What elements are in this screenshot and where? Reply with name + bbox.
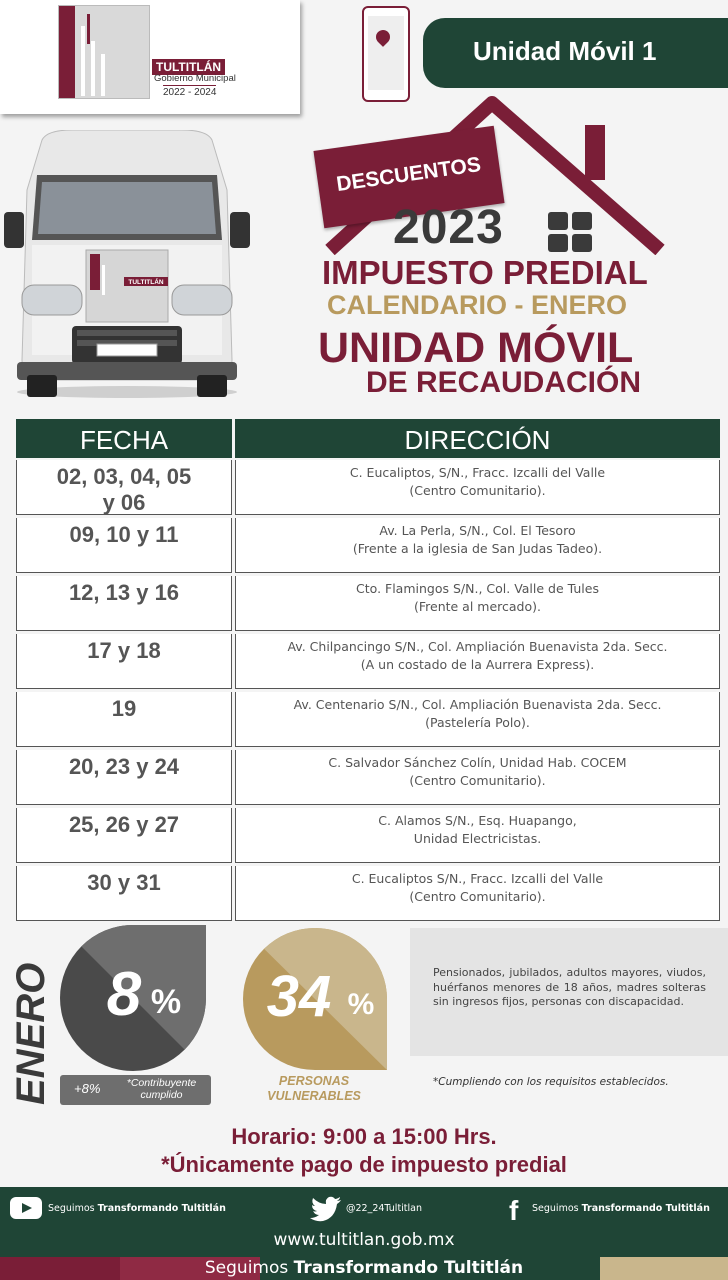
- table-row-address: [235, 808, 720, 863]
- logo-card: [0, 0, 300, 114]
- table-row-date: [16, 634, 232, 689]
- table-row-date: [16, 808, 232, 863]
- youtube-link[interactable]: Seguimos Transformando Tultitlán: [48, 1203, 226, 1214]
- table-row-address: [235, 518, 720, 573]
- mobile-unit-title: UNIDAD MÓVIL: [318, 324, 634, 372]
- table-row-date: [16, 518, 232, 573]
- unit-label: Unidad Móvil 1: [423, 18, 728, 88]
- table-header-date: FECHA: [16, 419, 232, 458]
- table-row-date: [16, 750, 232, 805]
- website-link[interactable]: www.tultitlan.gob.mx: [273, 1230, 455, 1250]
- date-line: 20, 23 y 24: [68, 754, 180, 779]
- vulnerable-discount-unit: %: [347, 988, 375, 1021]
- address-line: Av. Centenario S/N., Col. Ampliación Buenavista 2da. Secc.: [293, 697, 662, 712]
- address-line: Av. Chilpancingo S/N., Col. Ampliación Buenavista 2da. Secc.: [287, 639, 668, 654]
- requirement-note: *Cumpliendo con los requisitos establecidos.: [433, 1076, 669, 1088]
- twitter-icon[interactable]: [310, 1196, 342, 1224]
- government-label: Gobierno Municipal: [154, 73, 236, 84]
- brand-name: TULTITLÁN: [152, 59, 225, 75]
- month-label: [0, 925, 58, 1110]
- address-line: (Frente al mercado).: [413, 599, 541, 614]
- date-line: 12, 13 y 16: [68, 580, 180, 605]
- address-line: (Centro Comunitario).: [409, 889, 546, 904]
- address-line: C. Salvador Sánchez Colín, Unidad Hab. COCEM: [328, 755, 627, 770]
- address-line: (Frente a la iglesia de San Judas Tadeo).: [352, 541, 603, 556]
- government-years: 2022 - 2024: [163, 87, 217, 98]
- van-illustration: [2, 130, 252, 400]
- table-row-address: [235, 576, 720, 631]
- address-line: C. Eucaliptos, S/N., Fracc. Izcalli del Valle: [349, 465, 606, 480]
- year-title: 2023: [393, 201, 504, 254]
- vulnerable-discount-value: 34: [266, 964, 332, 1029]
- window-icon: [548, 212, 594, 252]
- date-line: 30 y 31: [87, 870, 161, 895]
- table-row-date: [16, 692, 232, 747]
- month-text: ENERO: [9, 962, 53, 1105]
- schedule-hours: Horario: 9:00 a 15:00 Hrs.: [231, 1124, 497, 1149]
- address-line: Av. La Perla, S/N., Col. El Tesoro: [379, 523, 576, 538]
- table-row-date: [16, 866, 232, 921]
- collection-subtitle: DE RECAUDACIÓN: [366, 366, 642, 399]
- table-row-address: [235, 634, 720, 689]
- table-row-address: [235, 866, 720, 921]
- date-line: 09, 10 y 11: [69, 522, 179, 547]
- address-line: (Centro Comunitario).: [409, 773, 546, 788]
- tax-title: IMPUESTO PREDIAL: [322, 254, 648, 291]
- address-line: (Centro Comunitario).: [409, 483, 546, 498]
- vulnerable-label: PERSONAS VULNERABLES: [267, 1074, 361, 1103]
- twitter-link[interactable]: @22_24Tultitlan: [346, 1203, 423, 1214]
- compliant-extra-value: +8%: [74, 1081, 101, 1096]
- vulnerable-discount-badge: [243, 928, 387, 1070]
- general-discount-value: 8: [106, 960, 142, 1029]
- table-row-address: [235, 750, 720, 805]
- date-line: y 06: [102, 490, 146, 515]
- general-discount-badge: [60, 925, 206, 1071]
- municipal-logo-icon: [58, 5, 150, 99]
- table-row-address: [235, 692, 720, 747]
- address-line: C. Alamos S/N., Esq. Huapango,: [378, 813, 577, 828]
- address-line: Unidad Electricistas.: [413, 831, 542, 846]
- footer-slogan: Seguimos Transformando Tultitlán: [204, 1258, 524, 1278]
- date-line: 25, 26 y 27: [68, 812, 180, 837]
- address-line: C. Eucaliptos S/N., Fracc. Izcalli del Valle: [351, 871, 604, 886]
- address-line: (Pastelería Polo).: [425, 715, 530, 730]
- table-row-date: [16, 576, 232, 631]
- schedule-note: *Únicamente pago de impuesto predial: [161, 1152, 567, 1177]
- phone-location-icon: [362, 6, 410, 102]
- van-brand: TULTITLÁN: [128, 279, 164, 286]
- compliant-taxpayer-note: [60, 1075, 211, 1105]
- address-line: Cto. Flamingos S/N., Col. Valle de Tules: [356, 581, 599, 596]
- address-line: (A un costado de la Aurrera Express).: [360, 657, 595, 672]
- general-discount-unit: %: [150, 983, 182, 1021]
- date-line: 19: [111, 696, 137, 721]
- table-header-address: DIRECCIÓN: [235, 419, 720, 458]
- calendar-subtitle: CALENDARIO - ENERO: [327, 290, 628, 320]
- facebook-icon[interactable]: f: [509, 1195, 519, 1226]
- date-line: 17 y 18: [87, 638, 161, 663]
- facebook-link[interactable]: Seguimos Transformando Tultitlán: [532, 1203, 710, 1214]
- date-line: 02, 03, 04, 05: [56, 464, 192, 489]
- discount-tag: DESCUENTOS: [313, 126, 504, 229]
- vulnerable-description: Pensionados, jubilados, adultos mayores, viudos, huérfanos menores de 18 años, madres solteras sin ingresos fijos, personas con discapacidad.: [433, 966, 706, 1008]
- table-row-address: [235, 460, 720, 515]
- youtube-icon[interactable]: [10, 1197, 42, 1219]
- table-row-date: [16, 460, 232, 515]
- compliant-extra-label: *Contribuyente cumplido: [126, 1077, 197, 1101]
